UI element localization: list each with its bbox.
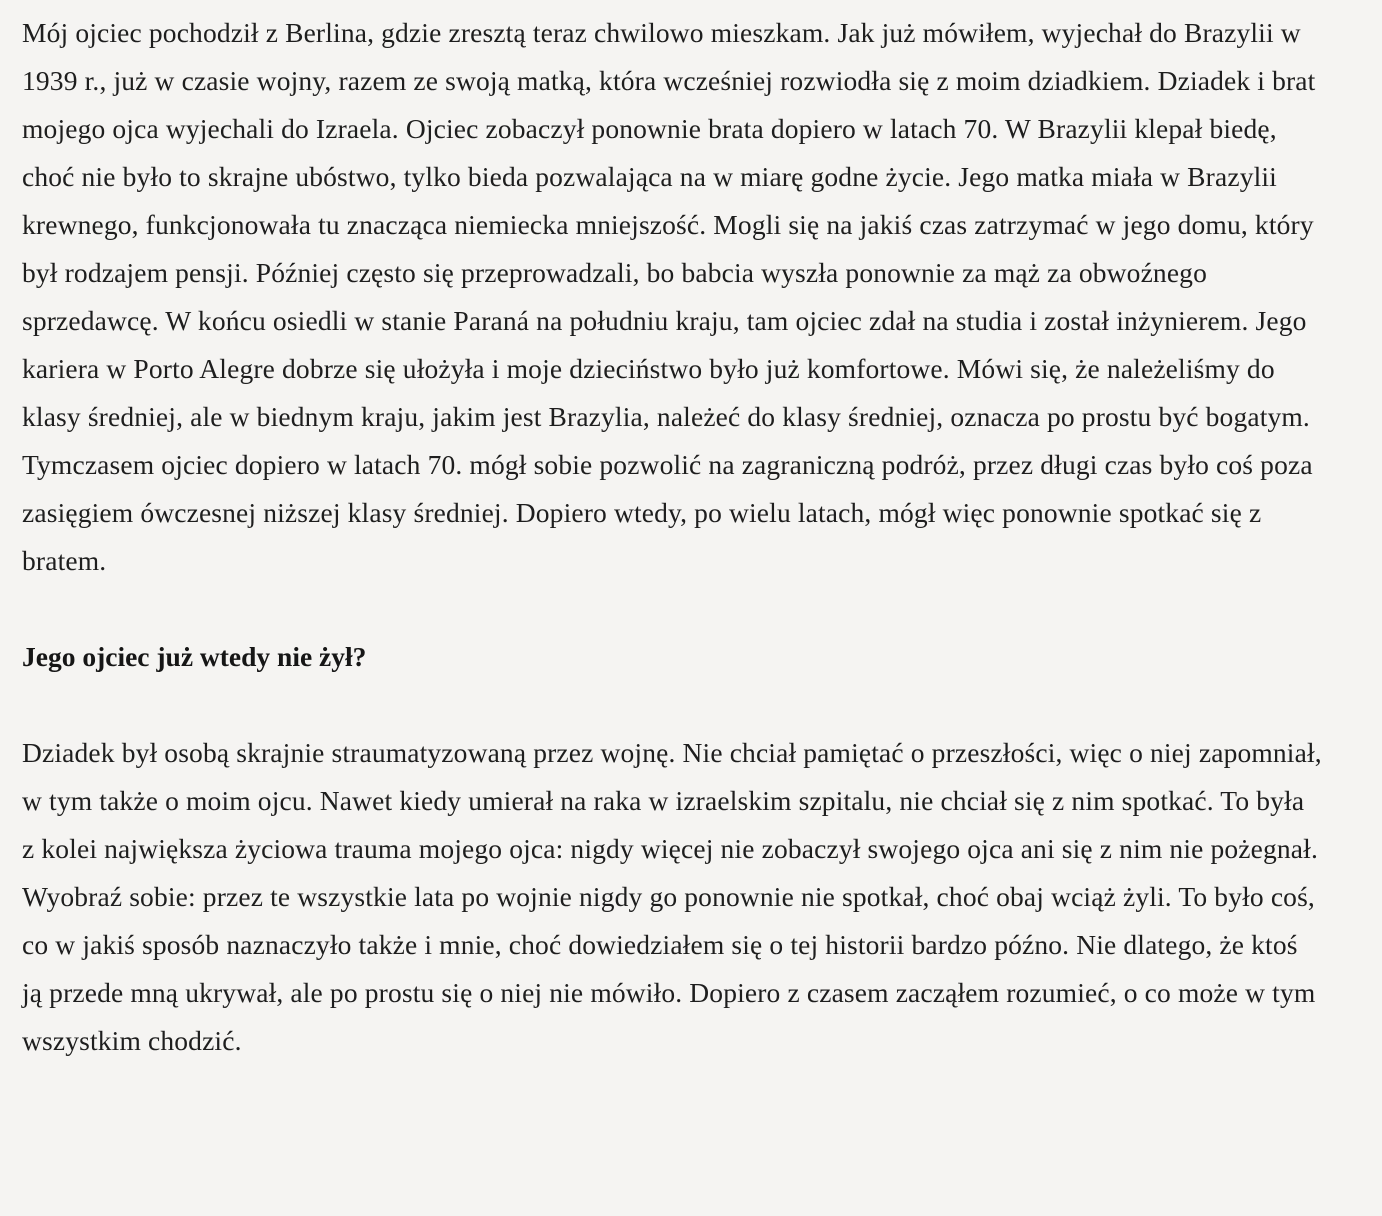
body-paragraph: Dziadek był osobą skrajnie straumatyzowaną przez wojnę. Nie chciał pamiętać o przeszłości, więc o niej zapomniał, w tym także o moim ojcu. Nawet kiedy umierał na raka w izraelskim szpitalu, nie chciał się z nim spotkać. To była z kolei największa życiowa trauma mojego ojca: nigdy więcej nie zobaczył swojego ojca ani się z nim nie pożegnał. Wyobraź sobie: przez te wszystkie lata po wojnie nigdy go ponownie nie spotkał, choć obaj wciąż żyli. To było coś, co w jakiś sposób naznaczyło także i mnie, choć dowiedziałem się o tej historii bardzo późno. Nie dlatego, że ktoś ją przede mną ukrywał, ale po prostu się o niej nie mówiło. Dopiero z czasem zacząłem rozumieć, o co może w tym wszystkim chodzić. [22, 737, 1322, 1056]
article-body [22, 0, 1322, 1065]
interview-question: Jego ojciec już wtedy nie żył? [22, 641, 367, 672]
body-paragraph: Mój ojciec pochodził z Berlina, gdzie zresztą teraz chwilowo mieszkam. Jak już mówiłem, wyjechał do Brazylii w 1939 r., już w czasie wojny, razem ze swoją matką, która wcześniej rozwiodła się z moim dziadkiem. Dziadek i brat mojego ojca wyjechali do Izraela. Ojciec zobaczył ponownie brata dopiero w latach 70. W Brazylii klepał biedę, choć nie było to skrajne ubóstwo, tylko bieda pozwalająca na w miarę godne życie. Jego matka miała w Brazylii krewnego, funkcjonowała tu znacząca niemiecka mniejszość. Mogli się na jakiś czas zatrzymać w jego domu, który był rodzajem pensji. Później często się przeprowadzali, bo babcia wyszła ponownie za mąż za obwoźnego sprzedawcę. W końcu osiedli w stanie Paraná na południu kraju, tam ojciec zdał na studia i został inżynierem. Jego kariera w Porto Alegre dobrze się ułożyła i moje dzieciństwo było już komfortowe. Mówi się, że należeliśmy do klasy średniej, ale w biednym kraju, jakim jest Brazylia, należeć do klasy średniej, oznacza po prostu być bogatym. Tymczasem ojciec dopiero w latach 70. mógł sobie pozwolić na zagraniczną podróż, przez długi czas było coś poza zasięgiem ówczesnej niższej klasy średniej. Dopiero wtedy, po wielu latach, mógł więc ponownie spotkać się z bratem. [22, 17, 1316, 576]
